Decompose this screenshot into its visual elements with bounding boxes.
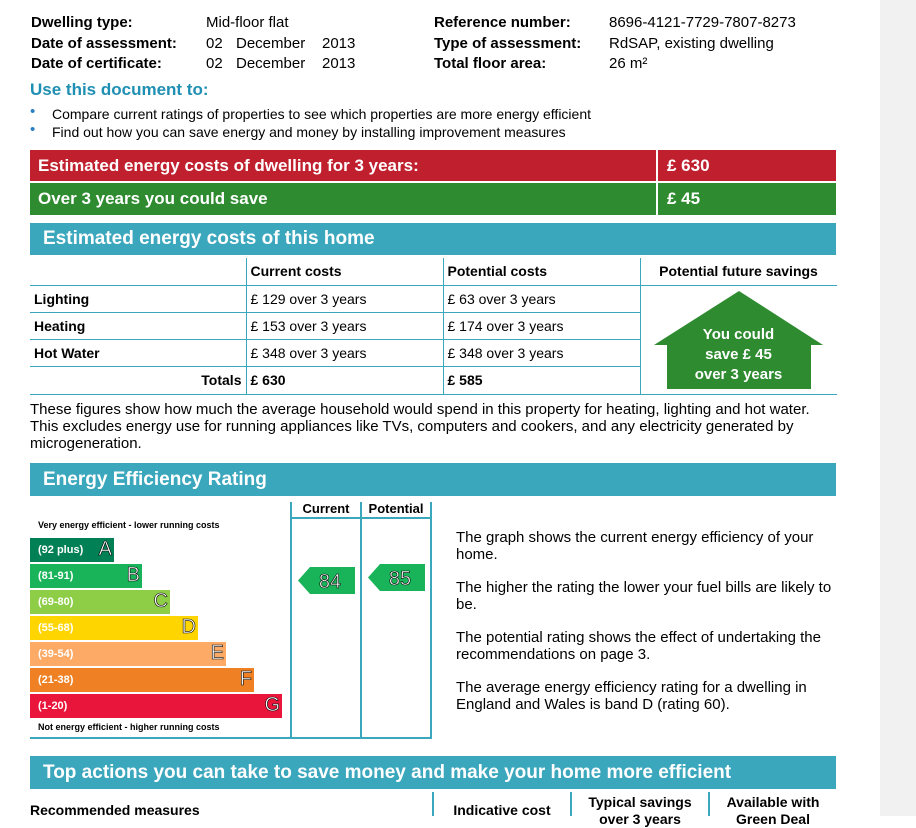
save-value: £ 45 [658,183,836,215]
estimated-costs-bar [30,150,836,181]
cut-off-line [31,0,35,10]
rating-paragraph-2: The higher the rating the lower your fuel bills are likely to be. [456,579,832,613]
house-line-1: You could [702,325,775,343]
current-rating-arrow [298,567,356,594]
band-letter: F [239,668,252,690]
band-range: (69-80) [38,596,74,608]
estimated-costs-value: £ 630 [658,150,836,181]
potential-rating-arrow [368,564,426,591]
totals-current: £ 630 [246,367,443,394]
assessment-type-value: RdSAP, existing dwelling [609,35,774,52]
assessment-date-day: 02 [206,35,223,52]
certificate-date-day: 02 [206,55,223,72]
row-current: £ 153 over 3 years [246,312,443,339]
house-text [641,325,837,385]
save-label: Over 3 years you could save [30,183,656,215]
col-available-line-1: Available with [726,794,820,810]
estimated-costs-label: Estimated energy costs of dwelling for 3 years: [30,150,656,181]
actions-section-heading: Top actions you can take to save money and make your home more efficient [30,756,836,789]
rating-paragraph-1: The graph shows the current energy efficiency of your home. [456,529,814,563]
row-potential: £ 63 over 3 years [443,285,640,312]
costs-table [30,258,837,395]
dwelling-type-value: Mid-floor flat [206,14,289,31]
band-letter: E [210,642,224,664]
save-bar [30,183,836,215]
col-measures-header: Recommended measures [30,802,200,818]
band-range: (1-20) [38,700,68,712]
floor-area-label: Total floor area: [434,55,547,72]
house-line-3: over 3 years [694,365,783,383]
rating-bottom-rule [30,737,432,739]
rating-divider [430,502,432,739]
assessment-type-label: Type of assessment: [434,35,582,52]
band-letter: C [153,590,168,612]
rating-divider [290,502,292,739]
band-range: (21-38) [38,674,74,686]
assessment-date-label: Date of assessment: [31,35,177,52]
row-potential: £ 174 over 3 years [443,312,640,339]
col-cost-header: Indicative cost [453,802,551,818]
certificate-date-month: December [236,55,306,72]
rating-divider [360,502,362,739]
reference-label: Reference number: [434,14,571,31]
rating-band-d [30,616,198,640]
band-letter: B [126,564,140,586]
band-letter: G [264,694,280,716]
bullet-dot-icon: • [30,121,36,138]
row-name: Lighting [30,285,246,312]
floor-area-value: 26 m² [609,55,648,72]
band-range: (55-68) [38,622,74,634]
current-rating-value: 84 [318,571,342,593]
band-range: (81-91) [38,570,74,582]
row-potential: £ 348 over 3 years [443,340,640,367]
rating-band-c [30,590,170,614]
costs-footnote: These figures show how much the average household would spend in this property for heating, lighting and hot water. This excludes energy use for running appliances like TVs, computers and cookers, and any electricity generated by microgeneration. [30,401,810,452]
page-gutter [880,0,916,816]
col-savings-line-2: over 3 years [599,811,681,827]
rating-band-e [30,642,226,666]
col-savings-header [572,794,708,828]
table-row [30,285,837,312]
use-bullet-2: Find out how you can save energy and money by installing improvement measures [52,124,566,140]
costs-section-heading: Estimated energy costs of this home [30,223,836,255]
reference-value: 8696-4121-7729-7807-8273 [609,14,796,31]
row-name: Heating [30,312,246,339]
totals-potential: £ 585 [443,367,640,394]
assessment-date-month: December [236,35,306,52]
rating-paragraph-3: The potential rating shows the effect of undertaking the recommendations on page 3. [456,629,821,663]
rating-band-f [30,668,254,692]
rating-top-caption: Very energy efficient - lower running costs [38,520,220,530]
certificate-date-year: 2013 [322,55,356,72]
band-letter: A [98,538,112,560]
totals-label: Totals [30,367,246,394]
col-current-header: Current costs [246,258,443,285]
certificate-date-label: Date of certificate: [31,55,162,72]
rating-paragraph-4: The average energy efficiency rating for a dwelling in England and Wales is band D (rating 60). [456,679,807,713]
bullet-dot-icon: • [30,103,36,120]
rating-col-potential: Potential [368,501,424,516]
col-savings-line-1: Typical savings [588,794,692,810]
col-available-header [710,794,836,828]
rating-band-g [30,694,282,718]
col-potential-header: Potential costs [443,258,640,285]
assessment-date-year: 2013 [322,35,356,52]
rating-band-a [30,538,114,562]
rating-band-b [30,564,142,588]
band-range: (92 plus) [38,544,84,556]
col-savings-header: Potential future savings [640,258,837,285]
band-letter: D [181,616,196,638]
use-document-heading: Use this document to: [30,80,209,99]
potential-rating-value: 85 [388,568,412,590]
row-name: Hot Water [30,340,246,367]
rating-bottom-caption: Not energy efficient - higher running costs [38,722,220,732]
rating-header-rule [292,517,430,519]
band-range: (39-54) [38,648,74,660]
rating-col-current: Current [302,501,350,516]
dwelling-type-label: Dwelling type: [31,14,133,31]
savings-house-cell [640,285,837,394]
col-available-line-2: Green Deal [736,811,810,827]
house-line-2: save £ 45 [705,345,772,363]
rating-section-heading: Energy Efficiency Rating [30,463,836,496]
row-current: £ 129 over 3 years [246,285,443,312]
row-current: £ 348 over 3 years [246,340,443,367]
use-bullet-1: Compare current ratings of properties to see which properties are more energy efficient [52,106,592,122]
